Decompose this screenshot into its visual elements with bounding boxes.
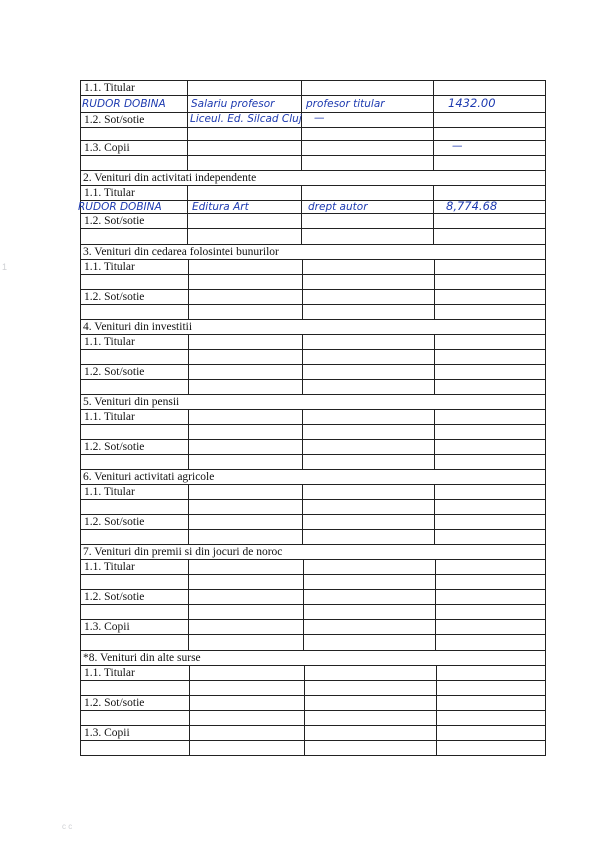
row-label: 1.1. Titular [84,486,135,498]
cell [303,290,435,304]
cell [434,186,545,200]
section-title: 5. Venituri din pensii [83,396,180,408]
cell [435,365,545,379]
cell [188,81,302,95]
cell [303,335,435,349]
cell [434,128,545,140]
row-s1-copii [81,141,545,156]
cell [303,515,435,529]
cell [190,726,305,740]
cell [437,681,545,695]
cell [81,410,189,424]
section-title: 7. Venituri din premii si din jocuri de noroc [83,546,283,558]
handwritten-dash: — [452,140,463,152]
cell [435,425,545,439]
row-s1-copii-empty [81,156,545,171]
row-s4-sot [81,365,545,380]
handwritten-source: Liceul. Ed. Silcad Cluj [190,113,302,125]
cell [189,530,303,544]
cell [189,590,304,604]
row-label: 1.2. Sot/sotie [84,114,145,126]
cell [437,666,545,680]
cell [189,275,303,289]
row-s1-titular-entry [81,96,545,113]
cell [188,128,302,140]
handwritten-amount: 1432.00 [448,96,496,110]
cell [188,113,302,127]
row-label: 1.1. Titular [84,187,135,199]
cell [434,229,545,244]
row-s6-titular-empty [81,500,545,515]
row-s7-copii [81,620,545,635]
row-label: 1.3. Copii [84,142,130,154]
cell [81,620,189,634]
row-s3-sot [81,290,545,305]
row-s5-titular-empty [81,425,545,440]
cell [81,455,189,469]
income-declaration-table [80,80,546,756]
cell [189,290,303,304]
cell [303,455,435,469]
cell [302,128,434,140]
cell [190,666,305,680]
cell [434,156,545,170]
section-title: 4. Venituri din investitii [83,321,193,333]
cell [305,711,437,725]
row-s7-titular [81,560,545,575]
cell [437,726,545,740]
cell [81,365,189,379]
handwritten-amount: 8,774.68 [446,199,498,213]
row-label: 1.1. Titular [84,336,135,348]
cell [189,485,303,499]
row-label: 1.2. Sot/sotie [84,591,145,603]
row-s3-titular-empty [81,275,545,290]
cell [305,666,437,680]
cell [81,186,188,200]
cell [188,96,302,112]
cell [437,696,545,710]
cell [436,620,545,634]
row-label: 1.1. Titular [84,261,135,273]
cell [435,455,545,469]
cell [189,425,303,439]
cell [302,201,434,213]
row-s8-copii-empty [81,741,545,755]
cell [81,113,188,127]
cell [302,81,434,95]
row-s4-titular [81,335,545,350]
cell [81,425,189,439]
cell [81,515,189,529]
cell [81,500,189,514]
row-s4-sot-empty [81,380,545,395]
cell [188,156,302,170]
cell [188,229,302,244]
cell [303,260,435,274]
row-s4-titular-empty [81,350,545,365]
cell [189,440,303,454]
cell [435,440,545,454]
cell [188,186,302,200]
section-header-3 [81,245,545,260]
cell [81,305,189,319]
row-s6-titular [81,485,545,500]
cell [188,214,302,228]
cell [302,141,434,155]
row-s5-sot-empty [81,455,545,470]
handwritten-service: profesor titular [306,98,385,110]
cell [189,260,303,274]
section-header-6 [81,470,545,485]
cell [189,305,303,319]
cell [81,560,189,574]
cell [78,201,188,213]
cell [303,350,435,364]
row-s8-sot [81,696,545,711]
cell [435,410,545,424]
row-s3-titular [81,260,545,275]
row-s6-sot-empty [81,530,545,545]
cell [435,305,545,319]
section-title: 6. Venituri activitati agricole [83,471,215,483]
cell [81,711,190,725]
cell [435,350,545,364]
cell [81,590,189,604]
cell [81,214,188,228]
section-header-8 [81,651,545,666]
cell [81,575,189,589]
cell [81,335,189,349]
row-s2-titular-entry [78,199,545,214]
row-s2-sot [81,214,545,229]
row-s1-sot-empty [81,128,545,141]
row-label: 1.3. Copii [84,621,130,633]
section-header-2 [81,171,545,186]
handwritten-source: Salariu profesor [191,98,275,110]
row-label: 1.2. Sot/sotie [84,516,145,528]
cell [189,350,303,364]
cell [189,605,304,619]
cell [303,530,435,544]
row-label: 1.3. Copii [84,727,130,739]
cell [436,605,545,619]
cell [304,590,436,604]
cell [81,156,188,170]
cell [435,260,545,274]
cell [189,455,303,469]
cell [435,290,545,304]
cell [303,410,435,424]
row-s7-sot-empty [81,605,545,620]
row-label: 1.1. Titular [84,82,135,94]
cell [81,440,189,454]
row-s8-copii [81,726,545,741]
footer-mark: c c [62,822,73,831]
row-s7-sot [81,590,545,605]
cell [81,229,188,244]
section-title: 3. Venituri din cedarea folosintei bunurilor [83,246,279,258]
cell [81,666,190,680]
cell [304,620,436,634]
section-header-5 [81,395,545,410]
cell [302,229,434,244]
cell [303,485,435,499]
row-s3-sot-empty [81,305,545,320]
section-header-7 [81,545,545,560]
cell [302,156,434,170]
cell [437,711,545,725]
row-s1-sot [81,113,545,128]
cell [435,485,545,499]
cell [188,141,302,155]
cell [305,741,437,755]
cell [81,290,189,304]
cell [189,410,303,424]
cell [81,726,190,740]
cell [189,515,303,529]
row-s6-sot [81,515,545,530]
cell [190,696,305,710]
cell [435,335,545,349]
handwritten-name: RUDOR DOBINA [82,98,166,110]
cell [188,201,302,213]
cell [303,305,435,319]
cell [302,214,434,228]
cell [81,350,189,364]
cell [189,635,304,650]
handwritten-dash: — [314,112,325,124]
cell [435,380,545,394]
cell [434,81,545,95]
cell [189,335,303,349]
cell [81,275,189,289]
cell [81,81,188,95]
row-s7-titular-empty [81,575,545,590]
cell [189,575,304,589]
row-label: 1.1. Titular [84,667,135,679]
section-title: *8. Venituri din alte surse [83,652,201,664]
row-label: 1.2. Sot/sotie [84,291,145,303]
page-mark: 1 [2,262,8,272]
cell [434,113,545,127]
cell [189,380,303,394]
cell [81,741,190,755]
handwritten-service: drept autor [308,201,368,213]
cell [189,620,304,634]
section-header-4 [81,320,545,335]
cell [81,141,188,155]
row-label: 1.2. Sot/sotie [84,215,145,227]
row-s7-copii-empty [81,635,545,651]
cell [303,380,435,394]
cell [435,530,545,544]
cell [435,515,545,529]
cell [81,380,189,394]
cell [302,96,434,112]
cell [189,365,303,379]
cell [304,560,436,574]
cell [81,681,190,695]
row-s8-titular-empty [81,681,545,696]
cell [190,711,305,725]
cell [81,128,188,140]
row-label: 1.1. Titular [84,411,135,423]
cell [81,96,188,112]
cell [437,741,545,755]
row-label: 1.2. Sot/sotie [84,366,145,378]
cell [190,741,305,755]
cell [304,575,436,589]
cell [304,635,436,650]
cell [435,500,545,514]
cell [303,440,435,454]
cell [303,275,435,289]
row-s5-sot [81,440,545,455]
cell [304,605,436,619]
handwritten-source: Editura Art [192,201,249,213]
row-label: 1.2. Sot/sotie [84,697,145,709]
section-title: 2. Venituri din activitati independente [83,172,257,184]
row-s8-titular [81,666,545,681]
cell [434,141,545,155]
row-s5-titular [81,410,545,425]
cell [302,113,434,127]
row-s8-sot-empty [81,711,545,726]
cell [81,485,189,499]
row-s2-sot-empty [81,229,545,245]
cell [81,605,189,619]
cell [81,530,189,544]
cell [305,681,437,695]
cell [434,214,545,228]
cell [189,500,303,514]
cell [436,635,545,650]
handwritten-name: RUDOR DOBINA [78,201,162,213]
cell [81,696,190,710]
row-label: 1.2. Sot/sotie [84,441,145,453]
cell [305,726,437,740]
cell [303,365,435,379]
cell [303,500,435,514]
cell [436,560,545,574]
cell [81,260,189,274]
cell [305,696,437,710]
cell [302,186,434,200]
cell [436,575,545,589]
cell [189,560,304,574]
row-label: 1.1. Titular [84,561,135,573]
cell [435,275,545,289]
cell [434,96,545,112]
cell [190,681,305,695]
cell [434,201,545,213]
row-s1-titular [81,81,545,96]
cell [303,425,435,439]
cell [81,635,189,650]
cell [436,590,545,604]
